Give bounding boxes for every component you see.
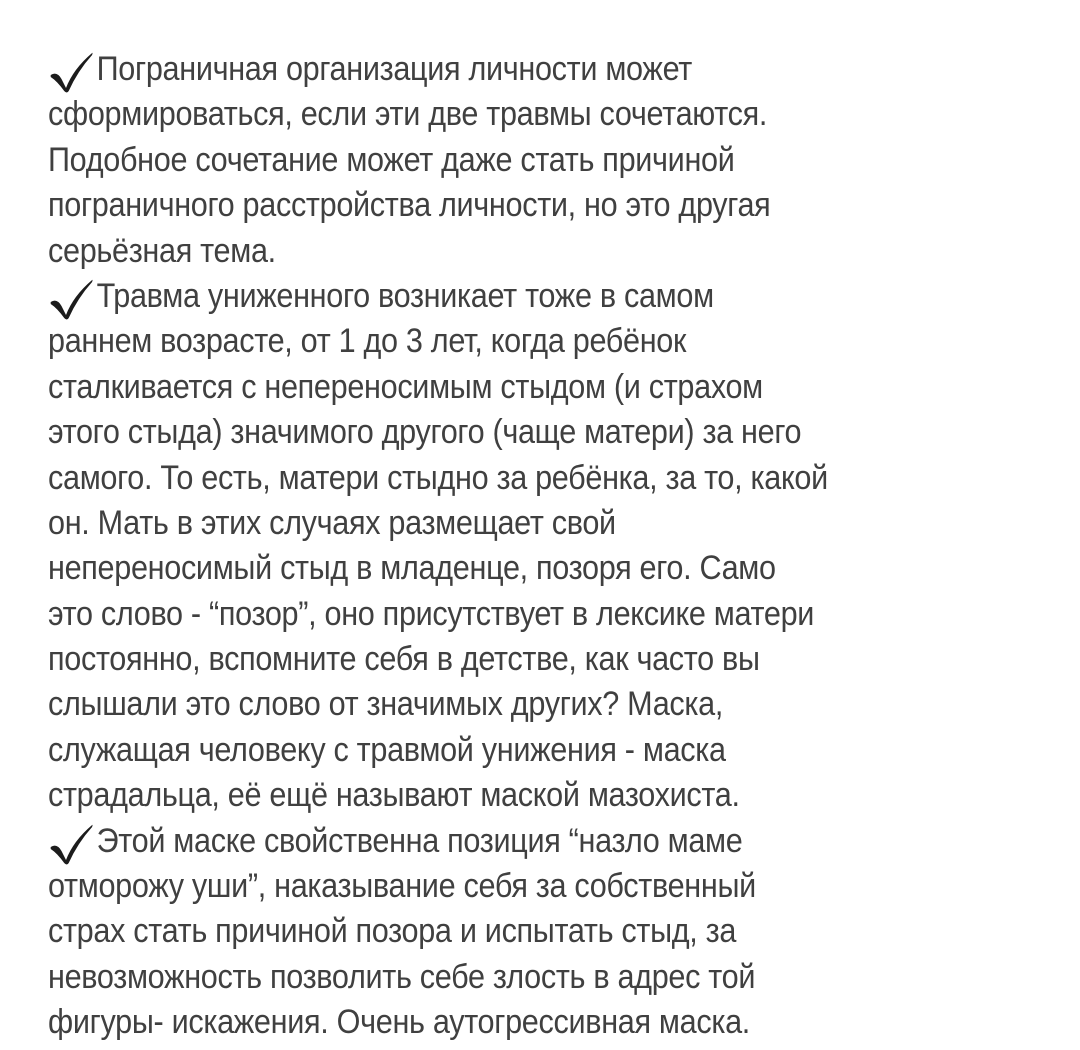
paragraph-line: фигуры- искажения. Очень аутогрессивная маска. [48, 1003, 750, 1042]
paragraph-line: Этой маске свойственна позиция “назло маме [48, 819, 950, 864]
paragraph-1 [48, 47, 1050, 274]
paragraph-line: он. Мать в этих случаях размещает свой [48, 503, 616, 542]
paragraph-line: непереносимый стыд в младенце, позоря его. Само [48, 549, 776, 588]
check-mark-icon [48, 276, 97, 320]
paragraph-line: этого стыда) значимого другого (чаще матери) за него [48, 413, 802, 452]
paragraph-line: Подобное сочетание может даже стать причиной [48, 140, 735, 179]
paragraph-line: отморожу уши”, наказывание себя за собственный [48, 867, 756, 906]
paragraph-line: сталкивается с непереносимым стыдом (и страхом [48, 367, 763, 406]
paragraph-line: сформироваться, если эти две травмы сочетаются. [48, 95, 768, 134]
paragraph-line: пограничного расстройства личности, но это другая [48, 186, 771, 225]
paragraph-line: слышали это слово от значимых других? Маска, [48, 685, 724, 724]
paragraph-line: это слово - “позор”, оно присутствует в лексике матери [48, 594, 815, 633]
paragraph-line: Пограничная организация личности может [48, 47, 950, 92]
paragraph-2 [48, 274, 1050, 819]
paragraph-line: страдальца, её ещё называют маской мазохиста. [48, 776, 740, 815]
paragraph-line: серьёзная тема. [48, 231, 276, 270]
check-mark-icon [48, 49, 97, 93]
paragraph-line: самого. То есть, матери стыдно за ребёнка, за то, какой [48, 458, 828, 497]
check-mark-icon [48, 821, 97, 865]
paragraph-line: невозможность позволить себе злость в адрес той [48, 957, 756, 996]
paragraph-line: постоянно, вспомните себя в детстве, как часто вы [48, 640, 760, 679]
paragraph-line: раннем возрасте, от 1 до 3 лет, когда ребёнок [48, 322, 687, 361]
paragraph-line: Травма униженного возникает тоже в самом [48, 274, 950, 319]
paragraph-3 [48, 819, 1050, 1046]
paragraph-line: служащая человеку с травмой унижения - маска [48, 730, 726, 769]
paragraph-line: страх стать причиной позора и испытать стыд, за [48, 912, 737, 951]
